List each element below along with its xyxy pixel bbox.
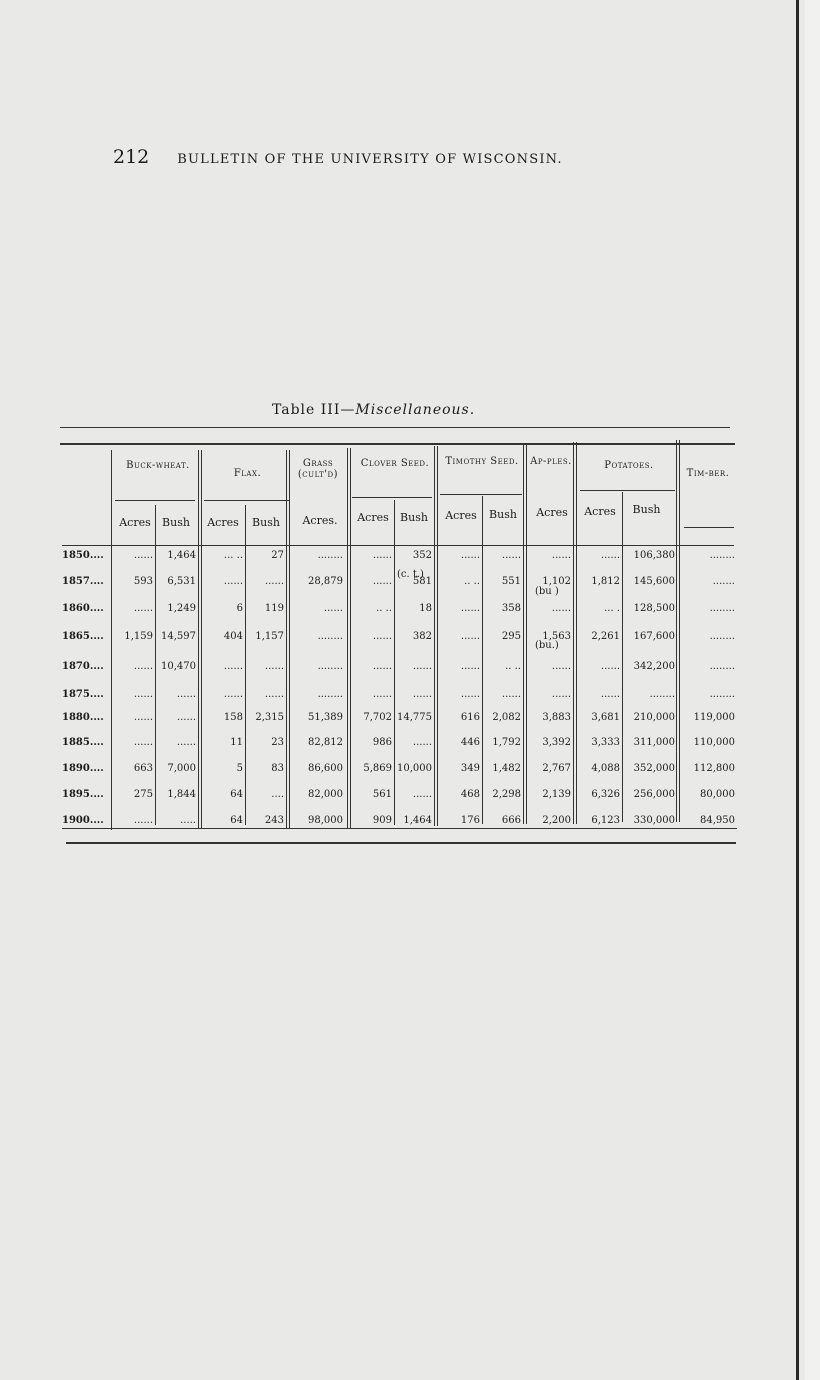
cell-fx-b: 1,157 (255, 631, 284, 642)
cell-ap: 2,200 (542, 815, 571, 826)
cell-bw-a: 663 (133, 763, 153, 774)
col-grass: Grass (cult'd) (297, 458, 339, 480)
col-divider (198, 450, 199, 828)
sub-bush: Bush (162, 516, 190, 529)
cell-tm: ........ (709, 603, 735, 614)
cell-po-b: ........ (649, 689, 675, 700)
cell-ap: ...... (551, 550, 571, 561)
cell-po-a: ...... (600, 689, 620, 700)
col-clover: Clover Seed. (360, 458, 430, 469)
running-head (113, 146, 673, 168)
running-title: BULLETIN OF THE UNIVERSITY OF WISCONSIN. (177, 152, 563, 167)
col-divider (155, 505, 156, 825)
cell-ti-a: ...... (460, 603, 480, 614)
col-divider (289, 450, 290, 828)
cell-cl-b: 10,000 (397, 763, 432, 774)
cell-ti-b: 2,082 (492, 712, 521, 723)
cell-po-a: 3,681 (591, 712, 620, 723)
cell-cl-a: 7,702 (363, 712, 392, 723)
cell-cl-a: ...... (372, 576, 392, 587)
cell-fx-a: 404 (223, 631, 243, 642)
cell-po-a: 6,123 (591, 815, 620, 826)
cell-fx-a: 64 (230, 789, 243, 800)
cell-bw-a: ...... (133, 815, 153, 826)
cell-cl-a: ...... (372, 661, 392, 672)
col-divider (679, 440, 680, 822)
cell-bw-b: 14,597 (161, 631, 196, 642)
col-divider (576, 442, 577, 824)
cell-ap: ...... (551, 689, 571, 700)
cell-ti-a: ...... (460, 550, 480, 561)
cell-cl-b: 581 (412, 576, 432, 587)
cell-bw-b: 6,531 (167, 576, 196, 587)
next-page-edge (805, 0, 820, 1380)
table-title-prefix: Table III— (272, 402, 356, 418)
group-rule (115, 500, 195, 501)
sub-bush: Bush (252, 516, 280, 529)
cell-ti-a: 349 (460, 763, 480, 774)
cell-ti-b: 1,482 (492, 763, 521, 774)
row-year: 1885.... (62, 737, 104, 748)
cell-bw-b: 1,464 (167, 550, 196, 561)
cell-tm: ........ (709, 550, 735, 561)
cell-po-b: 352,000 (633, 763, 675, 774)
cell-ap: 1,102 (542, 576, 571, 587)
cell-bw-b: 10,470 (161, 661, 196, 672)
cell-cl-b: ...... (412, 661, 432, 672)
col-divider (437, 446, 438, 826)
cell-cl-b: 18 (419, 603, 432, 614)
cell-cl-b: ...... (412, 789, 432, 800)
cell-po-a: 2,261 (591, 631, 620, 642)
group-rule (580, 490, 675, 491)
row-year: 1875.... (62, 689, 104, 700)
cell-bw-b: 1,249 (167, 603, 196, 614)
cell-fx-a: ...... (223, 689, 243, 700)
cell-ti-a: .. .. (464, 576, 480, 587)
cell-cl-a: 909 (372, 815, 392, 826)
cell-tm: 110,000 (693, 737, 735, 748)
group-rule (204, 500, 289, 501)
table-title-italic: Miscellaneous. (355, 402, 476, 418)
sub-acres: Acres (584, 505, 616, 518)
col-divider (350, 448, 351, 828)
cell-ap: 3,883 (542, 712, 571, 723)
table-title (272, 402, 475, 418)
cell-bw-a: ...... (133, 603, 153, 614)
cell-bw-b: ...... (176, 737, 196, 748)
cell-po-a: 3,333 (591, 737, 620, 748)
cell-ap: 2,139 (542, 789, 571, 800)
sub-bush: Bush (489, 508, 517, 521)
bottom-rule (62, 828, 737, 829)
cell-gr: 98,000 (308, 815, 343, 826)
cell-ti-a: 468 (460, 789, 480, 800)
cell-cl-b: 14,775 (397, 712, 432, 723)
col-apples: Ap-ples. (530, 456, 572, 467)
cell-gr: 28,879 (308, 576, 343, 587)
cell-fx-a: 5 (236, 763, 243, 774)
cell-ti-a: ...... (460, 689, 480, 700)
sub-acres: Acres (207, 516, 239, 529)
cell-ti-a: 446 (460, 737, 480, 748)
cell-fx-b: 243 (264, 815, 284, 826)
cell-fx-b: 2,315 (255, 712, 284, 723)
cell-ti-b: 358 (501, 603, 521, 614)
sub-acres: Acres (445, 509, 477, 522)
cell-ap: 2,767 (542, 763, 571, 774)
cell-bw-a: ...... (133, 689, 153, 700)
cell-cl-a: 986 (372, 737, 392, 748)
row-year: 1865.... (62, 631, 104, 642)
cell-cl-a: ...... (372, 689, 392, 700)
cell-gr: 86,600 (308, 763, 343, 774)
col-divider (394, 500, 395, 825)
cell-po-b: 167,600 (633, 631, 675, 642)
top-rule-2 (60, 443, 735, 445)
col-divider (482, 496, 483, 824)
cell-po-a: 6,326 (591, 789, 620, 800)
sub-bush: Bush (632, 503, 661, 516)
cell-ti-b: 1,792 (492, 737, 521, 748)
cell-fx-a: 64 (230, 815, 243, 826)
group-rule (352, 497, 432, 498)
cell-cl-a: ...... (372, 631, 392, 642)
cell-fx-b: 119 (264, 603, 284, 614)
sub-acres: Acres (536, 506, 568, 519)
col-divider (347, 448, 348, 828)
cell-tm: 119,000 (693, 712, 735, 723)
cell-fx-a: ... .. (223, 550, 243, 561)
cell-bw-b: ...... (176, 712, 196, 723)
cell-po-b: 330,000 (633, 815, 675, 826)
cell-gr: 82,812 (308, 737, 343, 748)
col-buckwheat: Buck-wheat. (126, 460, 190, 471)
cell-bw-a: 1,159 (124, 631, 153, 642)
cell-gr: ........ (317, 631, 343, 642)
col-divider (245, 505, 246, 825)
col-divider (622, 492, 623, 822)
cell-bw-a: 275 (133, 789, 153, 800)
cell-fx-b: ...... (264, 576, 284, 587)
row-year: 1895.... (62, 789, 104, 800)
row-year: 1890.... (62, 763, 104, 774)
cell-tm: 80,000 (700, 789, 735, 800)
cell-po-a: 4,088 (591, 763, 620, 774)
row-year: 1870.... (62, 661, 104, 672)
top-rule (60, 427, 730, 428)
page-number: 212 (113, 146, 150, 168)
cell-gr: ........ (317, 689, 343, 700)
group-rule (440, 494, 522, 495)
col-divider (434, 446, 435, 826)
cell-ti-a: ...... (460, 661, 480, 672)
cell-fx-b: 23 (271, 737, 284, 748)
cell-po-a: ... . (604, 603, 620, 614)
cell-cl-a: .. .. (376, 603, 392, 614)
cell-tm: ........ (709, 689, 735, 700)
cell-cl-b: 352 (412, 550, 432, 561)
cell-fx-b: ...... (264, 661, 284, 672)
cell-ap: ...... (551, 603, 571, 614)
cell-cl-a: 561 (372, 789, 392, 800)
cell-ti-b: .. .. (505, 661, 521, 672)
cell-bw-a: ...... (133, 712, 153, 723)
row-year: 1880.... (62, 712, 104, 723)
cell-cl-b: 382 (412, 631, 432, 642)
cell-cl-b: ...... (412, 689, 432, 700)
col-potatoes: Potatoes. (604, 460, 654, 471)
cell-ti-b: 666 (501, 815, 521, 826)
row-year: 1850.... (62, 550, 104, 561)
sub-bush: Bush (400, 511, 428, 524)
cell-po-b: 210,000 (633, 712, 675, 723)
cell-fx-a: ...... (223, 576, 243, 587)
cell-bw-b: 7,000 (167, 763, 196, 774)
cell-fx-b: 27 (271, 550, 284, 561)
col-flax: Flax. (233, 468, 262, 479)
cell-ap: 1,563 (542, 631, 571, 642)
row-year: 1900.... (62, 815, 104, 826)
cell-po-b: 106,380 (633, 550, 675, 561)
cell-cl-a: ...... (372, 550, 392, 561)
cell-po-a: ...... (600, 661, 620, 672)
cell-po-a: 1,812 (591, 576, 620, 587)
cell-po-b: 256,000 (633, 789, 675, 800)
cell-cl-b: ...... (412, 737, 432, 748)
cell-bw-a: 593 (133, 576, 153, 587)
cell-ti-a: 176 (460, 815, 480, 826)
cell-gr: ...... (323, 603, 343, 614)
sub-acres: Acres (119, 516, 151, 529)
col-divider (523, 444, 524, 824)
cell-fx-b: 83 (271, 763, 284, 774)
cell-po-b: 128,500 (633, 603, 675, 614)
cell-ap: 3,392 (542, 737, 571, 748)
cell-cl-a: 5,869 (363, 763, 392, 774)
cell-ti-b: 551 (501, 576, 521, 587)
cell-tm: 112,800 (693, 763, 735, 774)
col-timber: Tim-ber. (686, 468, 730, 479)
cell-gr: 51,389 (308, 712, 343, 723)
col-divider (201, 450, 202, 828)
cell-po-b: 145,600 (633, 576, 675, 587)
cell-fx-a: 11 (230, 737, 243, 748)
col-divider (286, 450, 287, 828)
cell-bw-b: ..... (180, 815, 196, 826)
cell-gr: ........ (317, 661, 343, 672)
page-edge (796, 0, 799, 1380)
cell-gr: 82,000 (308, 789, 343, 800)
cell-bw-b: 1,844 (167, 789, 196, 800)
cell-bw-a: ...... (133, 661, 153, 672)
row-year: 1860.... (62, 603, 104, 614)
cell-ti-a: ...... (460, 631, 480, 642)
cell-fx-b: ...... (264, 689, 284, 700)
cell-bw-b: ...... (176, 689, 196, 700)
cell-cl-b: 1,464 (403, 815, 432, 826)
cell-ap: ...... (551, 661, 571, 672)
cell-tm: ........ (709, 631, 735, 642)
col-timothy: Timothy Seed. (445, 456, 519, 467)
cell-po-b: 311,000 (633, 737, 675, 748)
col-divider (111, 450, 112, 830)
sub-acres: Acres. (302, 514, 338, 527)
cell-gr: ........ (317, 550, 343, 561)
apples-note: (bu.) (535, 640, 559, 651)
col-divider (526, 444, 527, 824)
apples-note: (bu ) (535, 586, 559, 597)
cell-ti-b: ...... (501, 689, 521, 700)
cell-ti-b: ...... (501, 550, 521, 561)
cell-bw-a: ...... (133, 550, 153, 561)
clover-note: (c. t.) (397, 569, 424, 580)
cell-ti-a: 616 (460, 712, 480, 723)
cell-po-b: 342,200 (633, 661, 675, 672)
cell-tm: 84,950 (700, 815, 735, 826)
cell-tm: ....... (712, 576, 735, 587)
group-rule (684, 527, 734, 528)
header-bottom-rule (62, 545, 734, 546)
cell-ti-b: 2,298 (492, 789, 521, 800)
row-year: 1857.... (62, 576, 104, 587)
cell-fx-b: .... (271, 789, 284, 800)
cell-bw-a: ...... (133, 737, 153, 748)
sub-acres: Acres (357, 511, 389, 524)
cell-fx-a: ...... (223, 661, 243, 672)
cell-fx-a: 6 (236, 603, 243, 614)
col-divider (676, 440, 677, 822)
cell-tm: ........ (709, 661, 735, 672)
bottom-rule-2 (66, 842, 736, 844)
col-divider (573, 442, 574, 824)
cell-fx-a: 158 (223, 712, 243, 723)
cell-ti-b: 295 (501, 631, 521, 642)
cell-po-a: ...... (600, 550, 620, 561)
